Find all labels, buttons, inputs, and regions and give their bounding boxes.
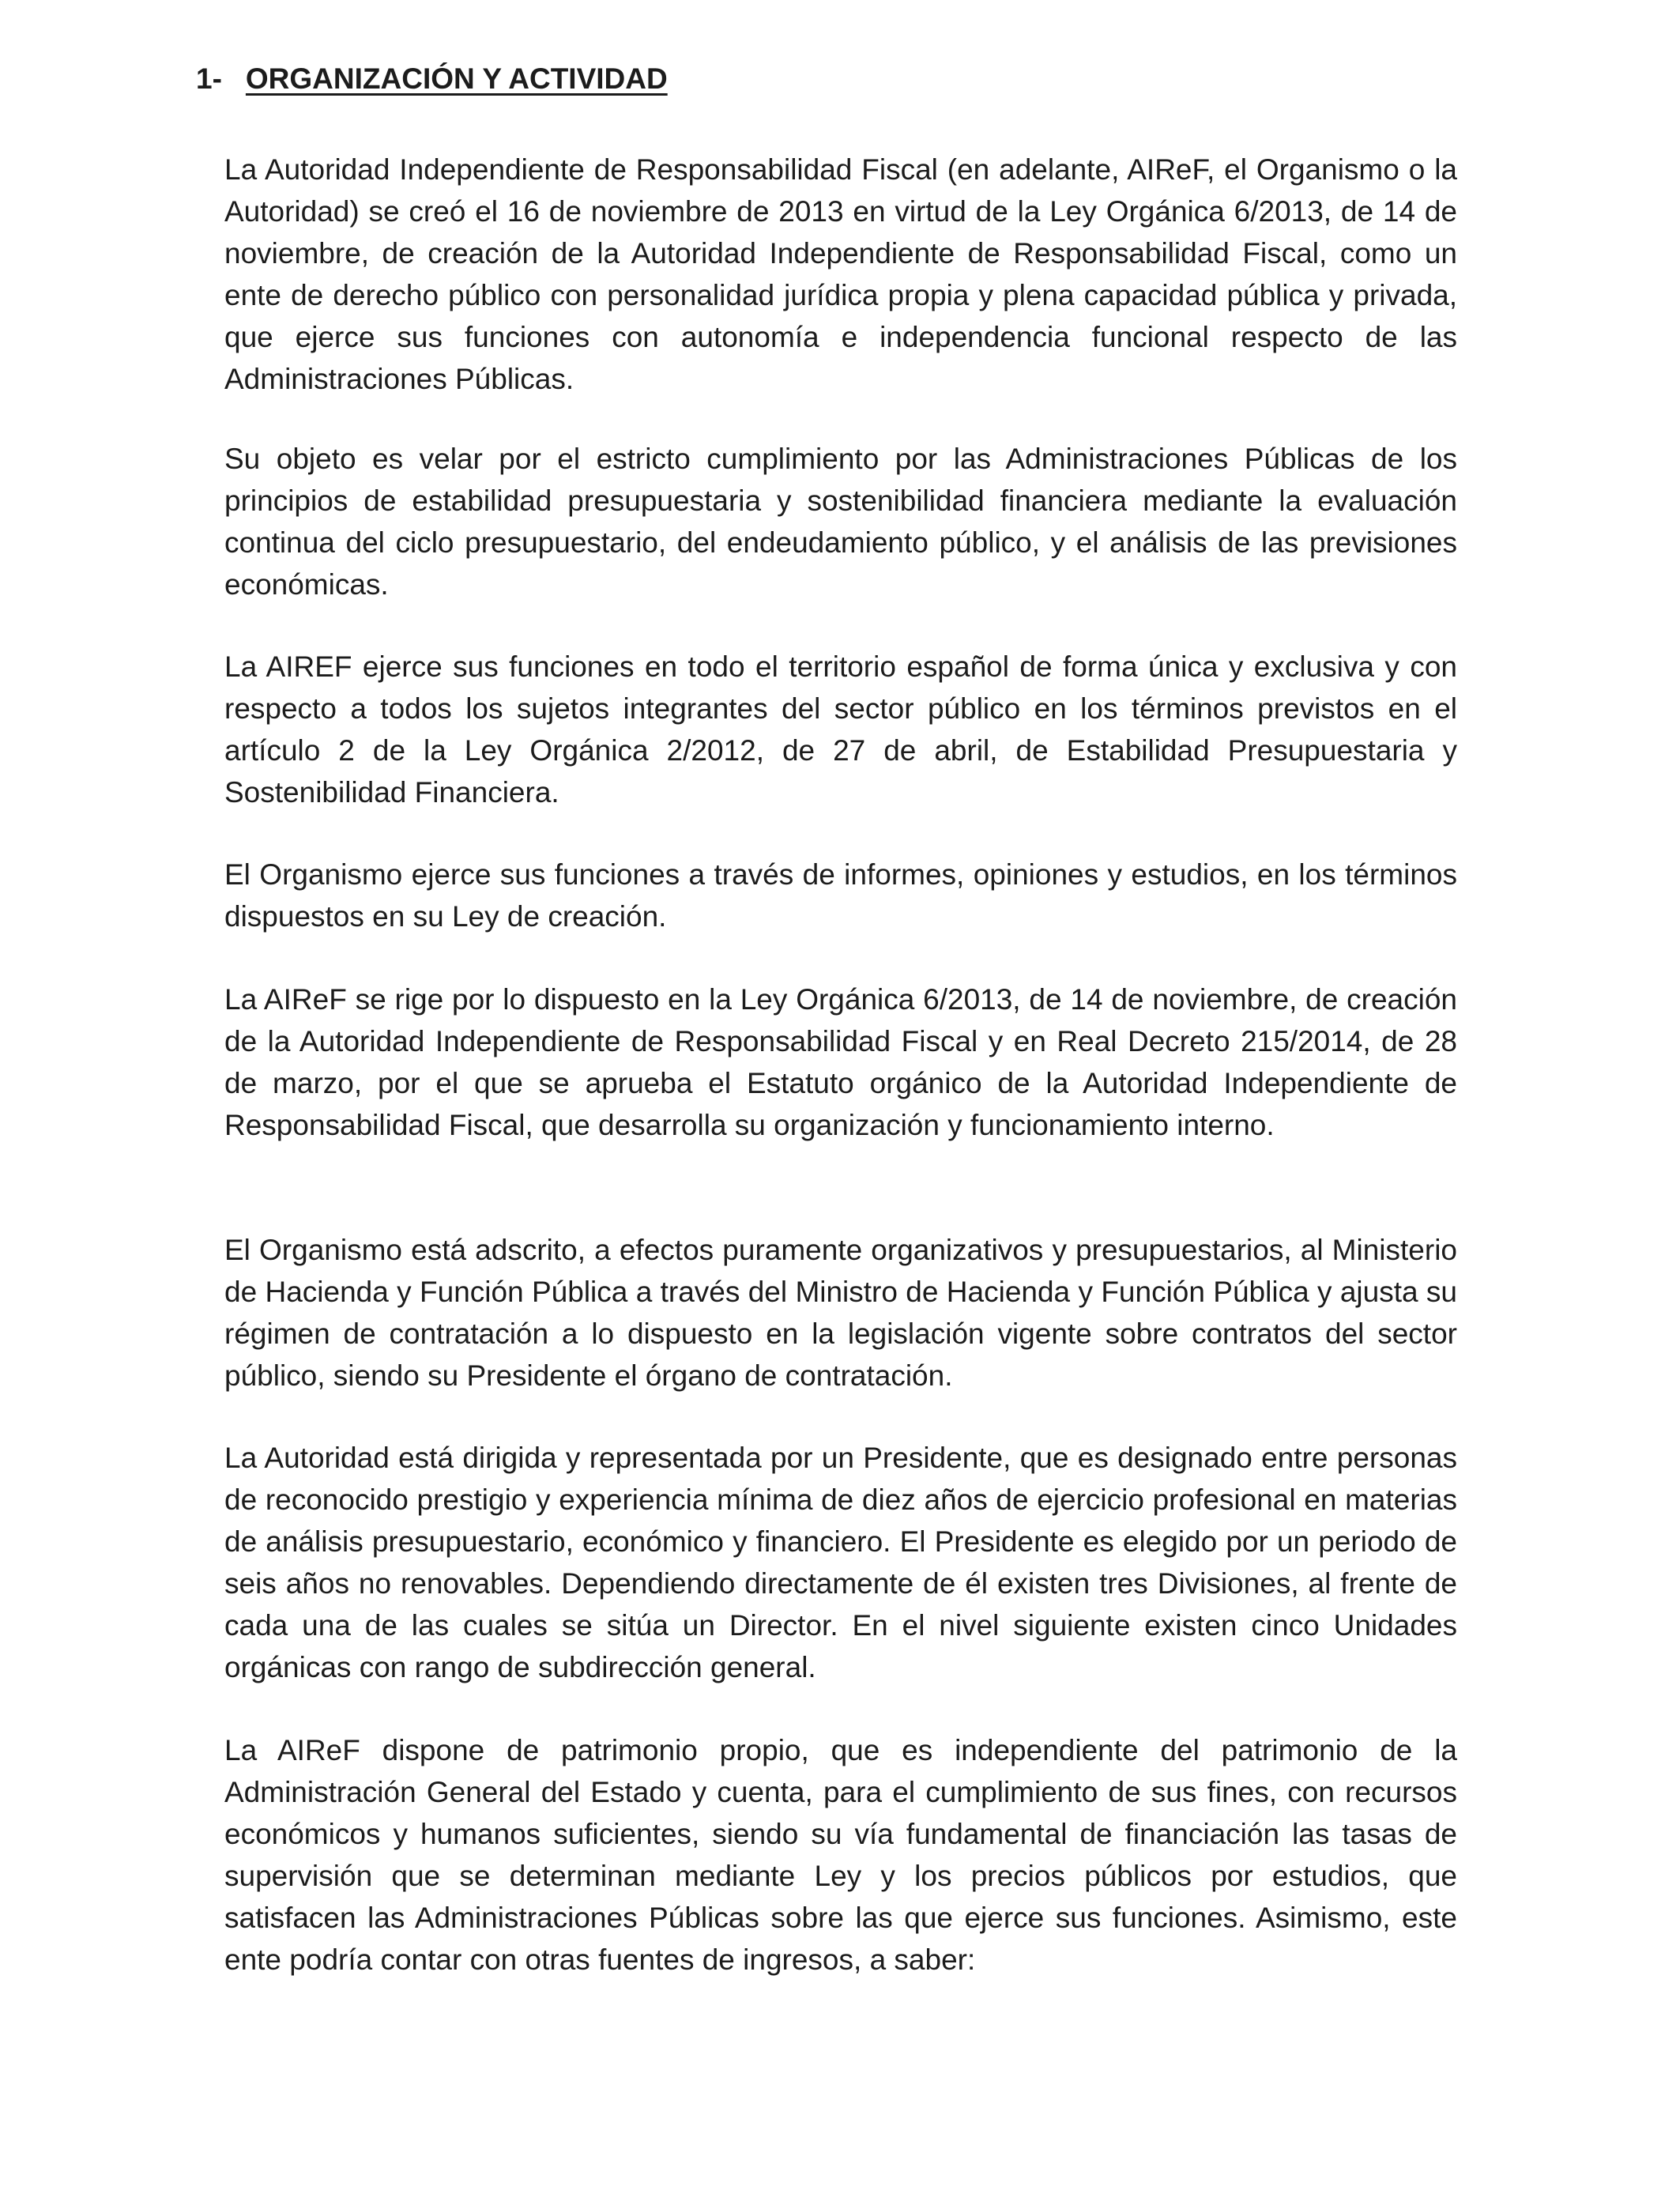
paragraph-creation: La Autoridad Independiente de Responsabilidad Fiscal (en adelante, AIReF, el Organismo o la Autoridad) se creó el 16 de noviembre de 2013 en virtud de la Ley Orgánica 6/2013, de 14 de noviembre, de creación de la Autoridad Independiente de Responsabilidad Fiscal, como un ente de derecho público con personalidad jurídica propia y plena capacidad pública y privada, que ejerce sus funciones con autonomía e independencia funcional respecto de las Administraciones Públicas. — [224, 153, 1457, 395]
paragraph-purpose: Su objeto es velar por el estricto cumplimiento por las Administraciones Públicas de los principios de estabilidad presupuestaria y sostenibilidad financiera mediante la evaluación continua del ciclo presupuestario, del endeudamiento público, y el análisis de las previsiones económicas. — [224, 443, 1457, 601]
section-title: ORGANIZACIÓN Y ACTIVIDAD — [245, 62, 668, 95]
paragraph-functions: El Organismo ejerce sus funciones a través de informes, opiniones y estudios, en los términos dispuestos en su Ley de creación. — [224, 858, 1457, 933]
paragraph-funding: La AIReF dispone de patrimonio propio, que es independiente del patrimonio de la Administración General del Estado y cuenta, para el cumplimiento de sus fines, con recursos económicos y humanos suficientes, siendo su vía fundamental de financiación las tasas de supervisión que se determinan mediante Ley y los precios públicos por estudios, que satisfacen las Administraciones Públicas sobre las que ejerce sus funciones. Asimismo, este ente podría contar con otras fuentes de ingresos, a saber: — [224, 1734, 1457, 1976]
section-number: 1- — [196, 62, 222, 95]
section-heading — [196, 57, 668, 101]
paragraph-regulation: La AIReF se rige por lo dispuesto en la Ley Orgánica 6/2013, de 14 de noviembre, de creación de la Autoridad Independiente de Responsabilidad Fiscal y en Real Decreto 215/2014, de 28 de marzo, por el que se aprueba el Estatuto orgánico de la Autoridad Independiente de Responsabilidad Fiscal, que desarrolla su organización y funcionamiento interno. — [224, 983, 1457, 1141]
paragraph-governance: La Autoridad está dirigida y representada por un Presidente, que es designado entre personas de reconocido prestigio y experiencia mínima de diez años de ejercicio profesional en materias de análisis presupuestario, económico y financiero. El Presidente es elegido por un periodo de seis años no renovables. Dependiendo directamente de él existen tres Divisiones, al frente de cada una de las cuales se sitúa un Director. En el nivel siguiente existen cinco Unidades orgánicas con rango de subdirección general. — [224, 1442, 1457, 1683]
paragraph-attachment: El Organismo está adscrito, a efectos puramente organizativos y presupuestarios, al Ministerio de Hacienda y Función Pública a través del Ministro de Hacienda y Función Pública y ajusta su régimen de contratación a lo dispuesto en la legislación vigente sobre contratos del sector público, siendo su Presidente el órgano de contratación. — [224, 1234, 1457, 1392]
paragraph-scope: La AIREF ejerce sus funciones en todo el territorio español de forma única y exclusiva y con respecto a todos los sujetos integrantes del sector público en los términos previstos en el artículo 2 de la Ley Orgánica 2/2012, de 27 de abril, de Estabilidad Presupuestaria y Sostenibilidad Financiera. — [224, 650, 1457, 809]
